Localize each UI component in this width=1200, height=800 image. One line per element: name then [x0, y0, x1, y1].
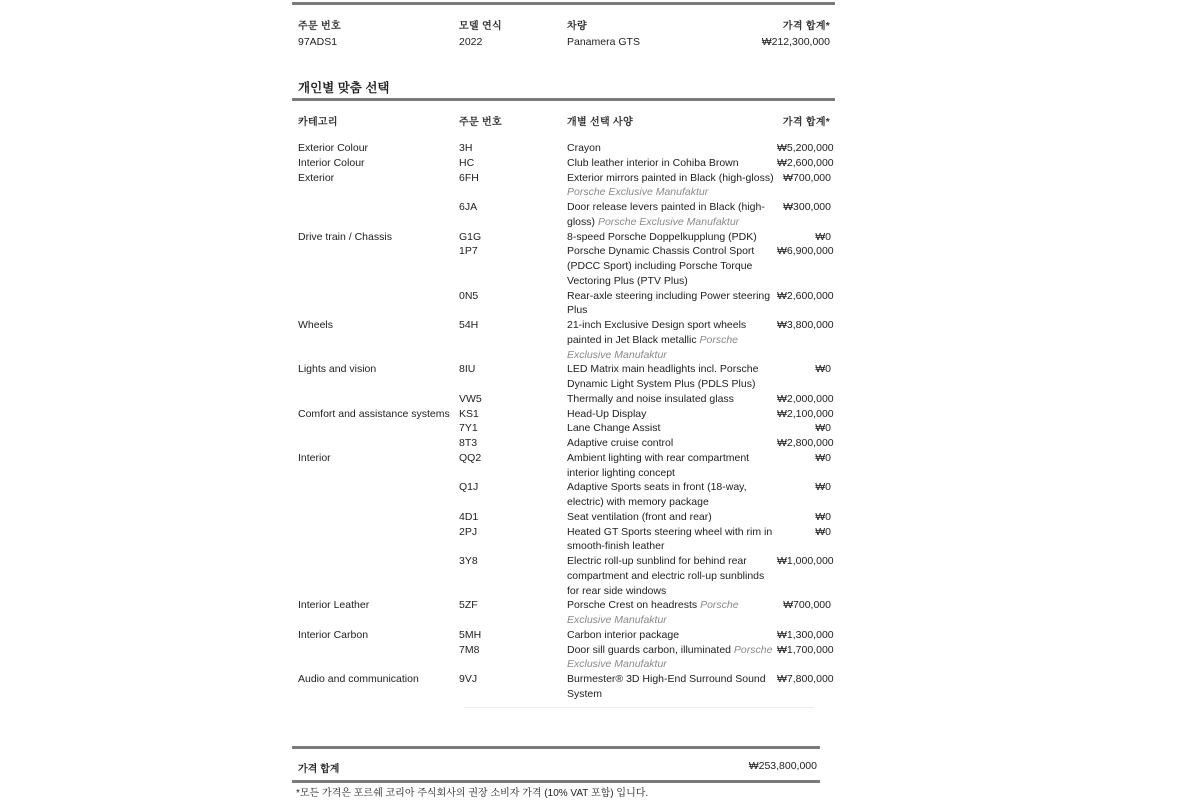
top-rule [292, 2, 835, 5]
table-row [298, 480, 831, 510]
row-exclusive-note: Porsche Exclusive Manufaktur [567, 186, 709, 199]
row-price: ₩1,700,000 [777, 643, 834, 656]
row-description [567, 480, 777, 510]
row-price: ₩2,800,000 [777, 437, 834, 449]
row-price: ₩2,600,000 [777, 289, 834, 302]
row-category: Interior Colour [298, 156, 365, 169]
table-row [298, 421, 831, 436]
row-description [567, 230, 777, 245]
section-rule [292, 98, 835, 101]
summary-header-order-number: 주문 번호 [298, 21, 341, 32]
row-price: ₩300,000 [783, 201, 831, 213]
section-title: 개인별 맞춤 선택 [298, 81, 390, 95]
summary-model-year: 2022 [459, 36, 483, 48]
row-description-text: LED Matrix main headlights incl. Porsche Dynamic Light System Plus (PDLS Plus) [567, 363, 759, 390]
row-code: 6JA [459, 201, 478, 213]
row-category [298, 525, 459, 555]
table-row [298, 598, 831, 628]
row-description-text: Carbon interior package [567, 628, 680, 641]
row-description-text: Club leather interior in Cohiba Brown [567, 156, 739, 169]
row-code: Q1J [459, 481, 479, 494]
row-code: KS1 [459, 407, 479, 420]
table-row [298, 156, 834, 171]
row-price: ₩0 [815, 422, 831, 435]
row-description [567, 643, 777, 673]
summary-order-number: 97ADS1 [298, 36, 338, 48]
row-category: Audio and communication [298, 673, 419, 685]
row-category [298, 554, 459, 598]
row-description [567, 171, 777, 201]
row-description [567, 244, 777, 288]
row-category: Wheels [298, 319, 334, 331]
row-price: ₩2,600,000 [777, 156, 834, 169]
row-description-text: Heated GT Sports steering wheel with rim in smooth-finish leather [567, 525, 773, 553]
row-category [298, 289, 459, 319]
total-value: ₩253,800,000 [748, 760, 817, 772]
row-description-text: Ambient lighting with rear compartment interior lighting concept [567, 451, 750, 479]
row-code: 8IU [459, 363, 476, 376]
row-category [298, 421, 459, 436]
row-description [567, 392, 777, 407]
row-code: 6FH [459, 171, 479, 184]
table-row [298, 362, 831, 392]
row-exclusive-note: Porsche Exclusive Manufaktur [597, 215, 740, 228]
row-description [567, 628, 777, 643]
row-code: 5MH [459, 628, 482, 641]
table-row [298, 672, 834, 702]
summary-header-model-year: 모델 연식 [459, 21, 502, 32]
row-code: QQ2 [459, 451, 482, 464]
row-price: ₩6,900,000 [777, 245, 834, 258]
row-code: 9VJ [459, 673, 478, 685]
table-row [298, 510, 831, 525]
row-price: ₩0 [815, 481, 831, 494]
column-header-code: 주문 번호 [459, 117, 502, 128]
row-code: 3H [459, 142, 473, 154]
table-row [298, 525, 831, 555]
row-category [298, 436, 459, 451]
row-category [298, 200, 459, 230]
row-price: ₩7,800,000 [777, 673, 834, 685]
row-price: ₩0 [815, 230, 831, 243]
row-price: ₩700,000 [783, 171, 831, 184]
table-row [298, 289, 834, 319]
row-price: ₩0 [815, 363, 831, 376]
row-description-text: Porsche Dynamic Chassis Control Sport (PDCC Sport) including Porsche Torque Vectoring Plus (PTV Plus) [567, 245, 755, 287]
summary-price-total: ₩212,300,000 [761, 36, 830, 48]
table-row [298, 451, 831, 481]
total-label: 가격 합계 [298, 764, 340, 775]
row-price: ₩2,000,000 [777, 392, 834, 405]
row-category: Lights and vision [298, 363, 377, 376]
row-code: 54H [459, 319, 479, 331]
column-header-category: 카테고리 [298, 117, 338, 128]
row-price: ₩700,000 [783, 599, 831, 612]
row-price: ₩3,800,000 [777, 319, 834, 331]
row-price: ₩5,200,000 [777, 142, 834, 154]
row-price: ₩2,100,000 [777, 407, 834, 420]
row-exclusive-note: Porsche Exclusive Manufaktur [567, 599, 739, 626]
row-code: 0N5 [459, 289, 479, 302]
row-description [567, 525, 777, 555]
row-description-text: Porsche Crest on headrests [567, 599, 698, 612]
table-row [298, 200, 831, 230]
row-description-text: Seat ventilation (front and rear) [567, 510, 712, 523]
row-description-text: Adaptive cruise control [567, 437, 674, 449]
row-category: Interior Carbon [298, 628, 369, 641]
row-category: Exterior Colour [298, 142, 369, 154]
total-top-rule [292, 746, 820, 749]
summary-header-vehicle: 차량 [567, 21, 587, 32]
row-category [298, 480, 459, 510]
row-code: 3Y8 [459, 555, 478, 567]
row-price: ₩1,000,000 [777, 555, 834, 567]
row-category [298, 392, 459, 407]
summary-vehicle: Panamera GTS [567, 36, 640, 48]
row-description-text: Lane Change Assist [567, 422, 661, 435]
summary-header-price-total: 가격 합계* [782, 21, 830, 32]
table-row [298, 554, 834, 598]
row-description [567, 436, 777, 451]
total-bottom-rule [292, 780, 820, 783]
row-description-text: Thermally and noise insulated glass [567, 392, 734, 405]
row-code: 4D1 [459, 510, 479, 523]
row-price: ₩0 [815, 525, 831, 538]
row-code: G1G [459, 230, 482, 243]
row-description-text: 8-speed Porsche Doppelkupplung (PDK) [567, 230, 757, 243]
row-price: ₩1,300,000 [777, 628, 834, 641]
row-description-text: Electric roll-up sunblind for behind rear compartment and electric roll-up sunblinds for rear side windows [567, 555, 765, 597]
row-description [567, 141, 777, 156]
row-category: Interior Leather [298, 599, 370, 612]
row-description-text: Door sill guards carbon, illuminated [567, 643, 731, 656]
row-code: 1P7 [459, 245, 478, 258]
row-category [298, 643, 459, 673]
row-description [567, 362, 777, 392]
row-category: Comfort and assistance systems [298, 407, 450, 420]
row-code: 7M8 [459, 643, 480, 656]
row-description [567, 200, 777, 230]
row-description [567, 598, 777, 628]
row-description-text: Door release levers painted in Black (high-gloss) [567, 201, 765, 228]
column-header-option: 개별 선택 사양 [567, 117, 633, 128]
row-description-text: Exterior mirrors painted in Black (high-gloss) [567, 171, 774, 184]
row-description-text: Burmester® 3D High-End Surround Sound System [567, 673, 766, 700]
table-end-divider [464, 707, 814, 708]
table-row [298, 171, 831, 201]
row-category [298, 510, 459, 525]
table-row [298, 407, 834, 422]
table-row [298, 628, 834, 643]
table-row [298, 141, 834, 156]
row-description-text: Head-Up Display [567, 407, 647, 420]
table-row [298, 436, 834, 451]
row-description [567, 510, 777, 525]
row-description-text: Crayon [567, 142, 601, 154]
row-description-text: Adaptive Sports seats in front (18-way, electric) with memory package [567, 481, 747, 508]
row-description [567, 672, 777, 702]
row-code: 7Y1 [459, 422, 478, 435]
row-price: ₩0 [815, 510, 831, 523]
table-row [298, 392, 834, 407]
options-table [298, 141, 834, 702]
row-description [567, 407, 777, 422]
row-code: 8T3 [459, 437, 478, 449]
row-description [567, 289, 777, 319]
row-category [298, 244, 459, 288]
row-code: HC [459, 156, 475, 169]
table-row [298, 643, 834, 673]
row-category: Drive train / Chassis [298, 230, 392, 243]
row-description [567, 421, 777, 436]
row-price: ₩0 [815, 451, 831, 464]
row-description [567, 156, 777, 171]
row-description [567, 451, 777, 481]
row-exclusive-note: Porsche Exclusive Manufaktur [567, 643, 773, 671]
footnote: *모든 가격은 포르쉐 코리아 주식회사의 권장 소비자 가격 (10% VAT 포함) 입니다. [296, 788, 649, 799]
row-description-text: 21-inch Exclusive Design sport wheels painted in Jet Black metallic [567, 319, 747, 346]
column-header-price: 가격 합계* [782, 117, 830, 128]
row-exclusive-note: Porsche Exclusive Manufaktur [567, 333, 739, 361]
table-row [298, 318, 834, 362]
table-row [298, 244, 834, 288]
row-description [567, 554, 777, 598]
row-code: 2PJ [459, 525, 478, 538]
row-description-text: Rear-axle steering including Power steering Plus [567, 289, 771, 317]
table-row [298, 230, 831, 245]
row-code: VW5 [459, 392, 482, 405]
row-category: Exterior [298, 171, 335, 184]
row-category: Interior [298, 451, 331, 464]
row-description [567, 318, 777, 362]
row-code: 5ZF [459, 599, 478, 612]
